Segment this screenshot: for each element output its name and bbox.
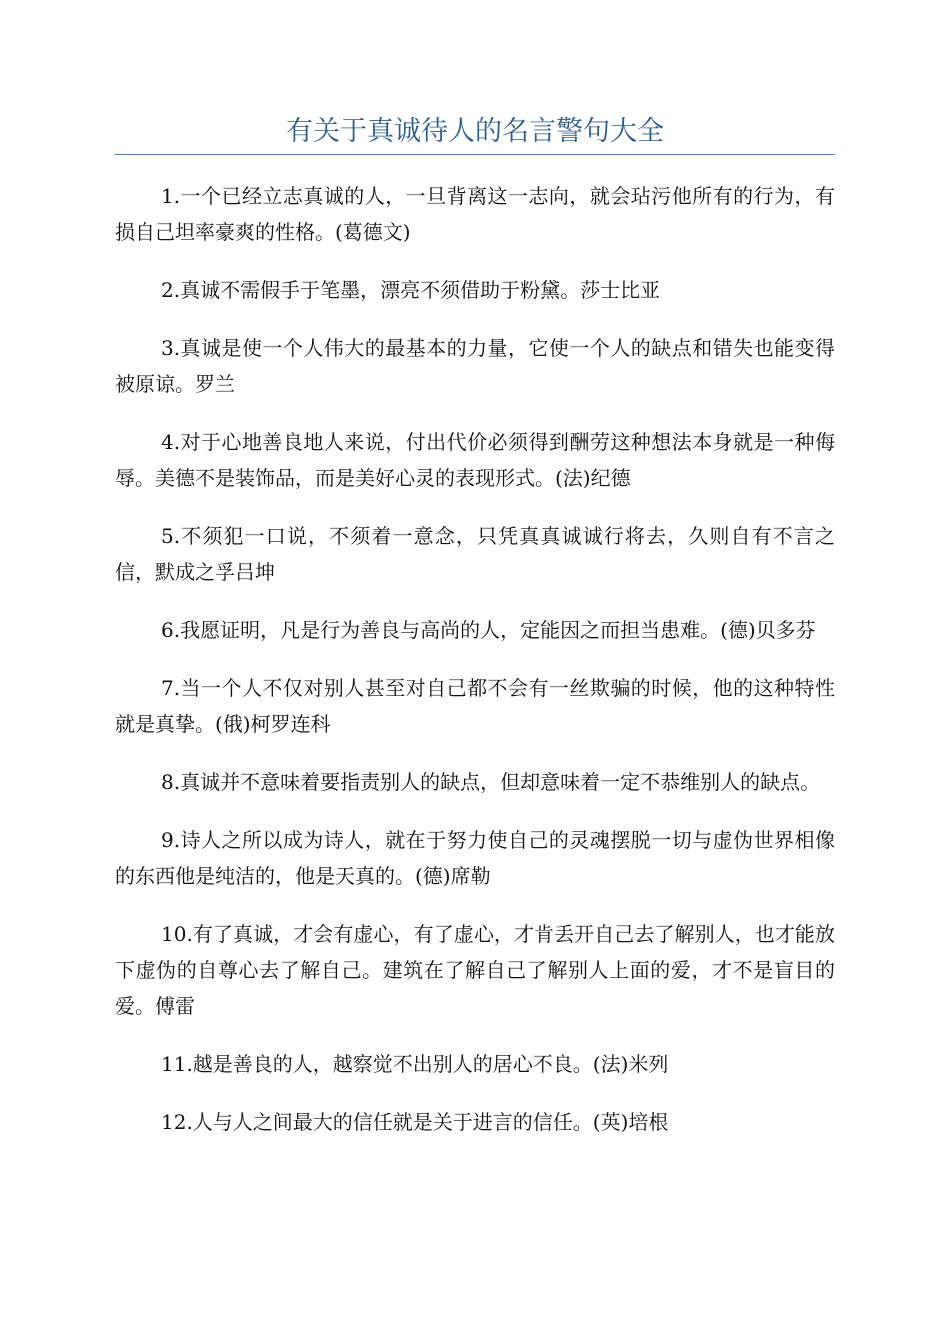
quote-item-6: 6.我愿证明，凡是行为善良与高尚的人，定能因之而担当患难。(德)贝多芬: [161, 618, 816, 642]
quote-list: [115, 178, 835, 1162]
quote-item-3: 3.真诚是使一个人伟大的最基本的力量，它使一个人的缺点和错失也能变得被原谅。罗兰: [115, 336, 835, 396]
quote-item-12: 12.人与人之间最大的信任就是关于进言的信任。(英)培根: [161, 1110, 669, 1134]
quote-item-2: 2.真诚不需假手于笔墨，漂亮不须借助于粉黛。莎士比亚: [161, 278, 661, 302]
quote-item-9: 9.诗人之所以成为诗人，就在于努力使自己的灵魂摆脱一切与虚伪世界相像的东西他是纯洁的，他是天真的。(德)席勒: [115, 828, 835, 888]
quote-item-8: 8.真诚并不意味着要指责别人的缺点，但却意味着一定不恭维别人的缺点。: [161, 770, 821, 794]
quote-item-11: 11.越是善良的人，越察觉不出别人的居心不良。(法)米列: [161, 1052, 669, 1076]
quote-item-7: 7.当一个人不仅对别人甚至对自己都不会有一丝欺骗的时候，他的这种特性就是真挚。(俄)柯罗连科: [115, 676, 835, 736]
title-underline: [115, 154, 835, 155]
quote-item-5: 5.不须犯一口说，不须着一意念，只凭真真诚诚行将去，久则自有不言之信，默成之孚吕坤: [115, 524, 835, 584]
quote-item-1: 1.一个已经立志真诚的人，一旦背离这一志向，就会玷污他所有的行为，有损自己坦率豪爽的性格。(葛德文): [115, 184, 835, 244]
document-title: 有关于真诚待人的名言警句大全: [286, 116, 664, 147]
quote-item-4: 4.对于心地善良地人来说，付出代价必须得到酬劳这种想法本身就是一种侮辱。美德不是装饰品，而是美好心灵的表现形式。(法)纪德: [115, 430, 835, 490]
quote-item-10: 10.有了真诚，才会有虚心，有了虚心，才肯丢开自己去了解别人，也才能放下虚伪的自尊心去了解自己。建筑在了解自己了解别人上面的爱，才不是盲目的爱。傅雷: [115, 922, 835, 1018]
